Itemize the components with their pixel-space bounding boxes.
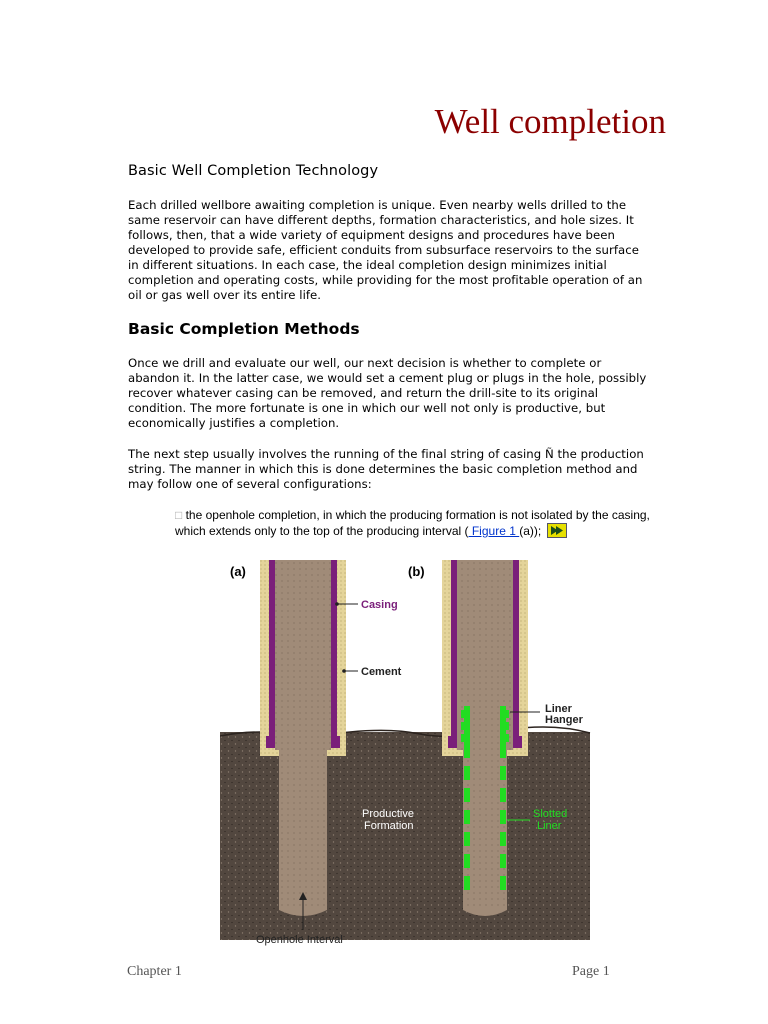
footer-page-number: Page 1	[572, 964, 610, 979]
next-arrow-icon[interactable]	[547, 523, 567, 538]
subsection-heading: Basic Completion Methods	[128, 320, 360, 338]
casing-shoe-b-left	[448, 736, 457, 748]
liner-hanger-label-1: Liner	[545, 703, 572, 715]
casing-shoe-a-right	[331, 736, 340, 748]
liner-hanger-label-2: Hanger	[545, 714, 583, 726]
bullet-text-before: the openhole completion, in which the producing formation is not isolated by the casing, which extends only to the top of the producing interval (	[175, 508, 650, 538]
cement-leader-dot	[342, 669, 346, 673]
casing-label: Casing	[361, 599, 398, 611]
formation-label-2: Formation	[364, 820, 414, 832]
casing-leader-dot	[335, 602, 339, 606]
bullet-text-after: (a));	[519, 524, 542, 538]
formation-rock	[220, 732, 590, 940]
casing-shoe-b-right	[513, 736, 522, 748]
well-completion-figure	[220, 560, 600, 954]
production-string-paragraph: The next step usually involves the running of the final string of casing Ñ the production string. The manner in which this is done determines the basic completion method and may follow one of several configurations:	[128, 447, 644, 491]
wellbore-a	[275, 560, 331, 750]
bullet-marker: □	[175, 508, 183, 522]
casing-shoe-a-left	[266, 736, 275, 748]
completion-decision-paragraph: Once we drill and evaluate our well, our next decision is whether to complete or abandon it. In the latter case, we would set a cement plug or plugs in the hole, possibly recover whatever casing can be removed, and return the drill-site to its original condition. The more fortunate is one in which our well not only is productive, but economically justifies a completion.	[128, 356, 647, 430]
document-title: Well completion	[434, 102, 666, 141]
openhole-bullet-item	[175, 507, 650, 539]
casing-a-left	[269, 560, 275, 740]
casing-b-right	[513, 560, 519, 740]
figure-1-link[interactable]: Figure 1	[468, 524, 520, 538]
casing-b-left	[451, 560, 457, 740]
completion-diagram-svg	[220, 560, 600, 950]
formation-label-1: Productive	[362, 808, 414, 820]
intro-paragraph: Each drilled wellbore awaiting completion is unique. Even nearby wells drilled to the same reservoir can have different depths, formation characteristics, and hole sizes. It follows, then, that a wide variety of equipment designs and procedures have been developed to provide safe, efficient conduits from subsurface reservoirs to the surface in different situations. In each case, the ideal completion design minimizes initial completion and operating costs, while providing for the most profitable operation of an oil or gas well over its entire life.	[128, 198, 643, 302]
slotted-liner-label-1: Slotted	[533, 808, 568, 820]
openhole-a	[279, 750, 327, 910]
slotted-liner-label-2: Liner	[537, 820, 562, 832]
section-heading: Basic Well Completion Technology	[128, 163, 379, 179]
label-a: (a)	[230, 564, 246, 579]
cement-label: Cement	[361, 666, 402, 678]
casing-a-right	[331, 560, 337, 740]
label-b: (b)	[408, 564, 425, 579]
footer-chapter: Chapter 1	[127, 964, 182, 979]
openhole-label: Openhole Interval	[256, 934, 343, 946]
